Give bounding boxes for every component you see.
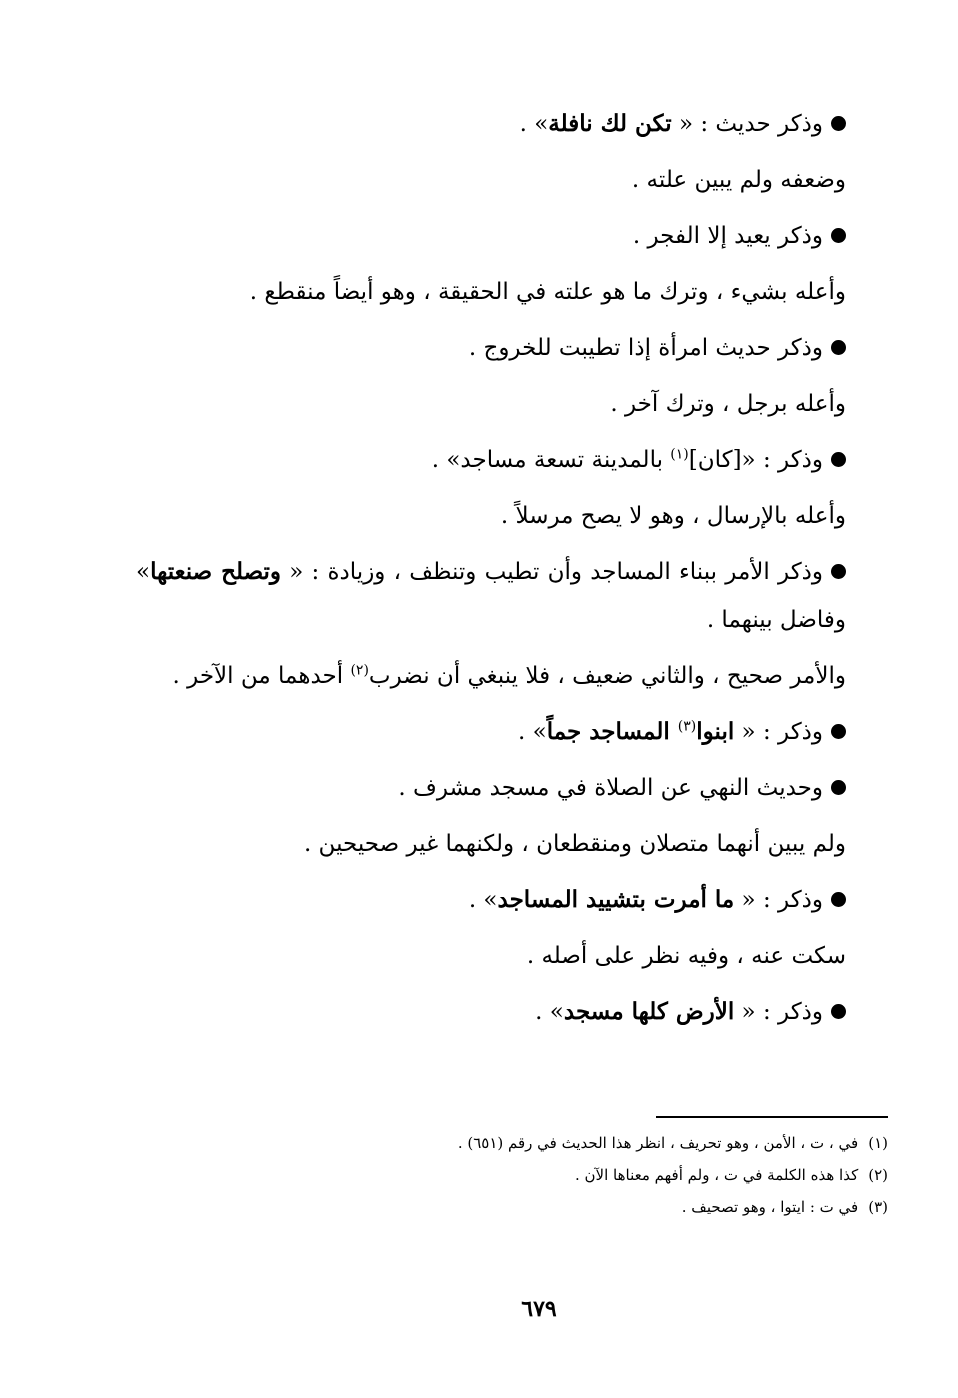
footnotes <box>388 1128 888 1224</box>
main-text <box>136 100 846 1044</box>
footnote-number: (٢) <box>868 1166 888 1184</box>
entry-text: وذكر الأمر ببناء المساجد وأن تطيب وتنظف ، وزيادة : « <box>281 559 823 585</box>
entry-text-end: » . <box>535 999 564 1025</box>
entry-text: وحديث النهي عن الصلاة في مسجد مشرف . <box>398 775 823 801</box>
page-number: ٦٧٩ <box>521 1296 557 1322</box>
footnote-number: (٣) <box>868 1198 888 1216</box>
footnote-ref: (٢) <box>350 662 369 679</box>
footnote-divider <box>656 1116 888 1118</box>
bullet-icon <box>831 1004 846 1019</box>
footnote <box>388 1160 888 1192</box>
bullet-icon <box>831 892 846 907</box>
commentary-text-end: أحدهما من الآخر . <box>172 663 351 689</box>
hadith-quote: ما أمرت بتشييد المساجد <box>497 886 735 913</box>
entry-line <box>136 212 846 268</box>
entry-line <box>136 100 846 156</box>
commentary-line: سكت عنه ، وفيه نظر على أصله . <box>526 943 846 969</box>
entry-text: وذكر : « <box>734 999 823 1025</box>
entry-text-end: » . <box>519 111 549 137</box>
hadith-quote: تكن لك نافلة <box>548 110 672 137</box>
commentary-line: وضعفه ولم يبين علته . <box>631 167 846 193</box>
footnote-text: في ، ت ، الأمن ، وهو تحريف ، انظر هذا الحديث في رقم (٦٥١) . <box>457 1134 859 1152</box>
hadith-quote: الأرض كلها مسجد <box>563 998 735 1025</box>
footnote <box>388 1128 888 1160</box>
entry-line <box>136 764 846 820</box>
entry-text-end: » وفاضل بينهما . <box>136 559 846 633</box>
entry-text: وذكر : « <box>734 887 823 913</box>
bullet-icon <box>831 116 846 131</box>
commentary-line: وأعله بشيء ، وترك ما هو علته في الحقيقة ، وهو أيضاً منقطع . <box>249 279 846 305</box>
hadith-quote-cont: المساجد جماً <box>546 718 678 745</box>
bullet-icon <box>831 228 846 243</box>
entry-line <box>136 876 846 932</box>
entry-text: وذكر يعيد إلا الفجر . <box>632 223 823 249</box>
entry-text-end: » . <box>518 719 547 745</box>
bullet-icon <box>831 780 846 795</box>
entry-text-end: » . <box>468 887 498 913</box>
entry-line <box>136 436 846 492</box>
commentary-paragraph <box>136 652 846 700</box>
entry-text: وذكر حديث : « <box>671 111 823 137</box>
bullet-icon <box>831 452 846 467</box>
hadith-quote: وتصلح صنعتها <box>150 558 282 585</box>
commentary-line: وأعله بالإرسال ، وهو لا يصح مرسلاً . <box>500 503 846 529</box>
footnote <box>388 1192 888 1224</box>
entry-text-end: بالمدينة تسعة مساجد» . <box>431 447 671 473</box>
bullet-icon <box>831 724 846 739</box>
commentary-line: وأعله برجل ، وترك آخر . <box>610 391 846 417</box>
bullet-icon <box>831 564 846 579</box>
footnote-number: (١) <box>868 1134 888 1152</box>
commentary-text: والأمر صحيح ، والثاني ضعيف ، فلا ينبغي أن نضرب <box>368 663 846 689</box>
commentary-line: ولم يبين أنهما متصلان ومنقطعان ، ولكنهما غير صحيحين . <box>303 831 846 857</box>
footnote-ref: (٣) <box>677 718 697 735</box>
entry-line <box>136 708 846 764</box>
entry-line <box>136 988 846 1044</box>
entry-text: وذكر : «[كان] <box>688 447 823 473</box>
entry-paragraph <box>136 548 846 644</box>
entry-line <box>136 324 846 380</box>
entry-text: وذكر : « <box>734 719 823 745</box>
footnote-ref: (١) <box>670 446 689 463</box>
footnote-text: في ت : ايتوا ، وهو تصحيف . <box>681 1198 859 1216</box>
footnote-text: كذا هذه الكلمة في ت ، ولم أفهم معناها الآن . <box>574 1166 859 1184</box>
hadith-quote: ابنوا <box>696 718 735 745</box>
bullet-icon <box>831 340 846 355</box>
entry-text: وذكر حديث امرأة إذا تطيبت للخروج . <box>468 335 823 361</box>
